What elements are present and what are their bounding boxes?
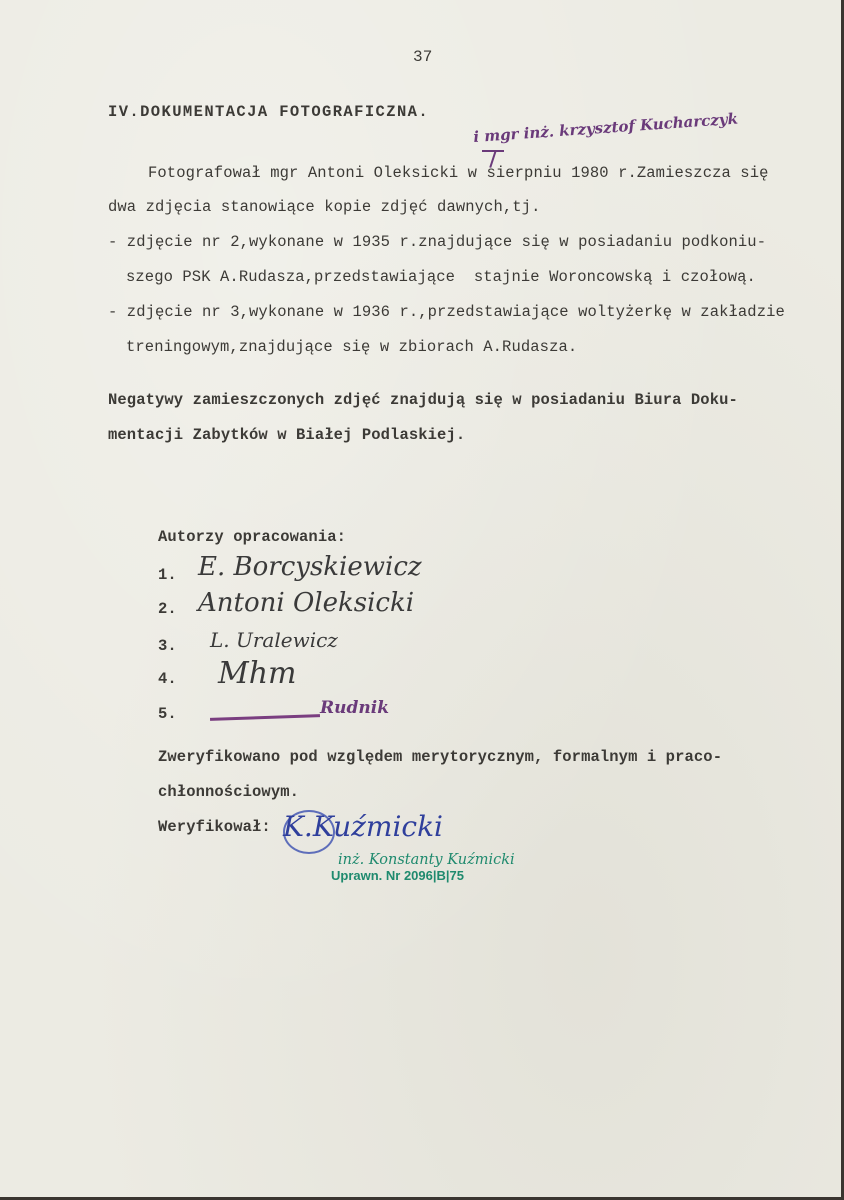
author-number-4: 4. xyxy=(158,670,177,688)
paragraph1-line1: Fotografował mgr Antoni Oleksicki w sierpniu 1980 r.Zamieszcza się xyxy=(148,164,769,182)
verification-line2: chłonnościowym. xyxy=(158,783,300,801)
authors-label: Autorzy opracowania: xyxy=(158,528,347,546)
author-number-5: 5. xyxy=(158,705,177,723)
paragraph1-line2: dwa zdjęcia stanowiące kopie zdjęć dawnych,tj. xyxy=(108,198,541,216)
verification-line1: Zweryfikowano pod względem merytorycznym, formalnym i praco- xyxy=(158,748,723,766)
author-signature-3: L. Uralewicz xyxy=(210,628,338,652)
stamp-name: inż. Konstanty Kuźmicki xyxy=(338,852,515,868)
paragraph2-line1: Negatywy zamieszczonych zdjęć znajdują się w posiadaniu Biura Doku- xyxy=(108,391,738,409)
stamp-license: Uprawn. Nr 2096|B|75 xyxy=(331,868,464,883)
paragraph2-line2: mentacji Zabytków w Białej Podlaskiej. xyxy=(108,426,466,444)
author-signature-4: Mhm xyxy=(218,656,297,691)
author-signature-2: Antoni Oleksicki xyxy=(198,588,415,618)
list-item-2-line1: - zdjęcie nr 3,wykonane w 1936 r.,przedstawiające woltyżerkę w zakładzie xyxy=(108,303,785,321)
page-number: 37 xyxy=(413,48,433,66)
author-number-1: 1. xyxy=(158,566,177,584)
handwritten-insert: i mgr inż. krzysztof Kucharczyk xyxy=(472,109,739,146)
verified-by-label: Weryfikował: xyxy=(158,818,271,836)
list-item-1-line1: - zdjęcie nr 2,wykonane w 1935 r.znajdujące się w posiadaniu podkoniu- xyxy=(108,233,767,251)
verifier-signature: K.Kuźmicki xyxy=(283,810,444,843)
author-number-2: 2. xyxy=(158,600,177,618)
list-item-1-line2: szego PSK A.Rudasza,przedstawiające stajnie Woroncowską i czołową. xyxy=(126,268,756,286)
list-item-2-line2: treningowym,znajdujące się w zbiorach A.Rudasza. xyxy=(126,338,578,356)
section-heading: IV.DOKUMENTACJA FOTOGRAFICZNA. xyxy=(108,103,430,121)
strikethrough-mark xyxy=(210,714,320,721)
author-signature-1: E. Borcyskiewicz xyxy=(198,552,422,582)
author-signature-5: Rudnik xyxy=(320,698,389,718)
author-number-3: 3. xyxy=(158,637,177,655)
